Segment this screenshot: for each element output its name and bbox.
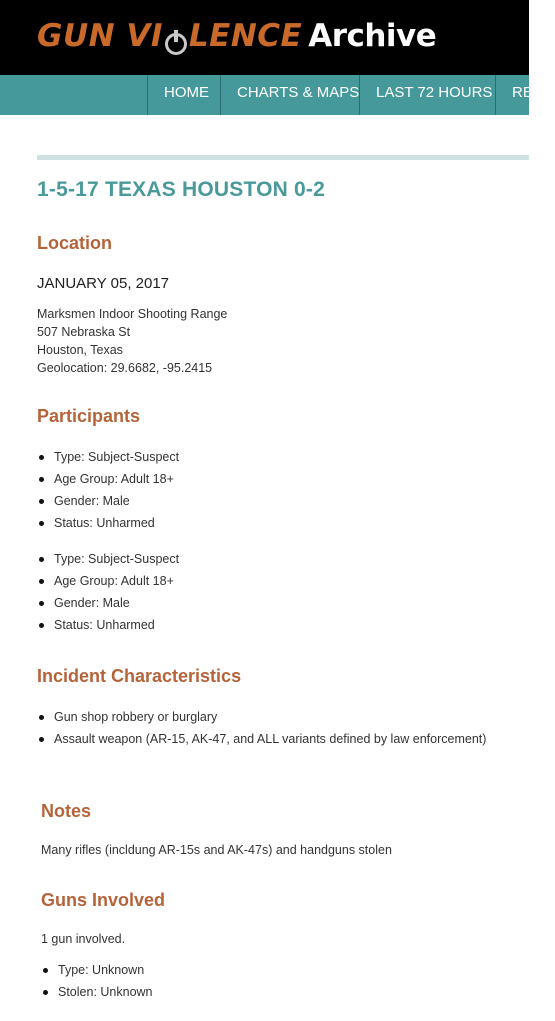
title-divider [37, 155, 529, 160]
list-item: Assault weapon (AR-15, AK-47, and ALL variants defined by law enforcement) [37, 728, 486, 750]
list-item: Gun shop robbery or burglary [37, 706, 486, 728]
street-address: 507 Nebraska St [37, 325, 131, 339]
logo-text-lence: LENCE [188, 18, 303, 54]
list-item: Gender: Male [37, 490, 179, 512]
notes-text: Many rifles (incldung AR-15s and AK-47s) and handguns stolen [41, 843, 392, 857]
list-item: Type: Subject-Suspect [37, 446, 179, 468]
site-header [0, 0, 529, 75]
list-item: Age Group: Adult 18+ [37, 570, 179, 592]
location-heading: Location [37, 233, 112, 253]
site-logo[interactable] [37, 14, 436, 58]
characteristics-heading: Incident Characteristics [37, 666, 242, 686]
list-item: Type: Subject-Suspect [37, 548, 179, 570]
guns-list [41, 959, 153, 1003]
location-address [37, 305, 227, 377]
city-state: Houston, Texas [37, 343, 123, 357]
logo-text-archive: Archive [308, 18, 437, 54]
list-item: Gender: Male [37, 592, 179, 614]
list-item: Age Group: Adult 18+ [37, 468, 179, 490]
list-item: Type: Unknown [41, 959, 153, 981]
crosshair-icon [165, 33, 187, 55]
list-item: Stolen: Unknown [41, 981, 153, 1003]
nav-reports[interactable]: RE [495, 75, 555, 115]
incident-date: JANUARY 05, 2017 [37, 275, 170, 292]
guns-count: 1 gun involved. [41, 932, 126, 946]
participant-list-1 [37, 446, 179, 534]
main-nav [0, 75, 533, 115]
participants-heading: Participants [37, 406, 141, 426]
geolocation: Geolocation: 29.6682, -95.2415 [37, 361, 213, 375]
nav-charts-maps[interactable]: CHARTS & MAPS [220, 75, 359, 115]
nav-last-72-hours[interactable]: LAST 72 HOURS [359, 75, 495, 115]
nav-home[interactable]: HOME [147, 75, 220, 115]
logo-text-gun-vi: GUN VI [37, 18, 163, 54]
participant-list-2 [37, 548, 179, 636]
list-item: Status: Unharmed [37, 614, 179, 636]
guns-heading: Guns Involved [41, 890, 166, 910]
characteristics-list [37, 706, 486, 750]
venue-name: Marksmen Indoor Shooting Range [37, 307, 228, 321]
list-item: Status: Unharmed [37, 512, 179, 534]
notes-heading: Notes [41, 801, 92, 821]
page-title: 1-5-17 TEXAS HOUSTON 0-2 [37, 178, 325, 201]
